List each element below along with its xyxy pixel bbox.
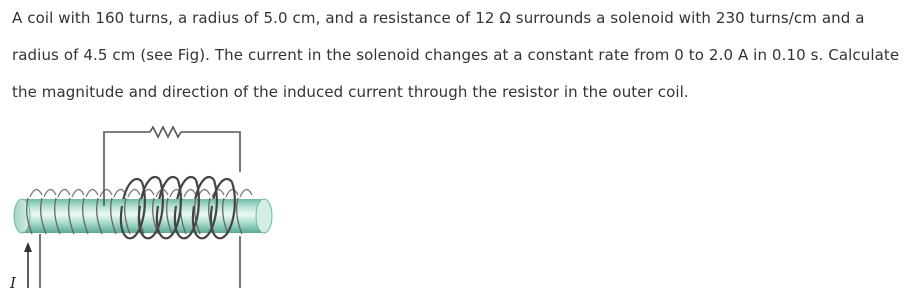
problem-line-2: radius of 4.5 cm (see Fig). The current in the solenoid changes at a constant rate from 0 to 2.0 A in 0.10 s. Calculate (12, 46, 900, 64)
problem-text (12, 0, 902, 111)
solenoid-figure (0, 110, 290, 308)
current-arrow (24, 242, 32, 288)
current-label: I (10, 274, 16, 292)
problem-line-3: the magnitude and direction of the induced current through the resistor in the outer coil. (12, 83, 689, 101)
solenoid-diagram (0, 110, 290, 308)
problem-line-1: A coil with 160 turns, a radius of 5.0 cm, and a resistance of 12 Ω surrounds a solenoid with 230 turns/cm and a (12, 9, 865, 27)
